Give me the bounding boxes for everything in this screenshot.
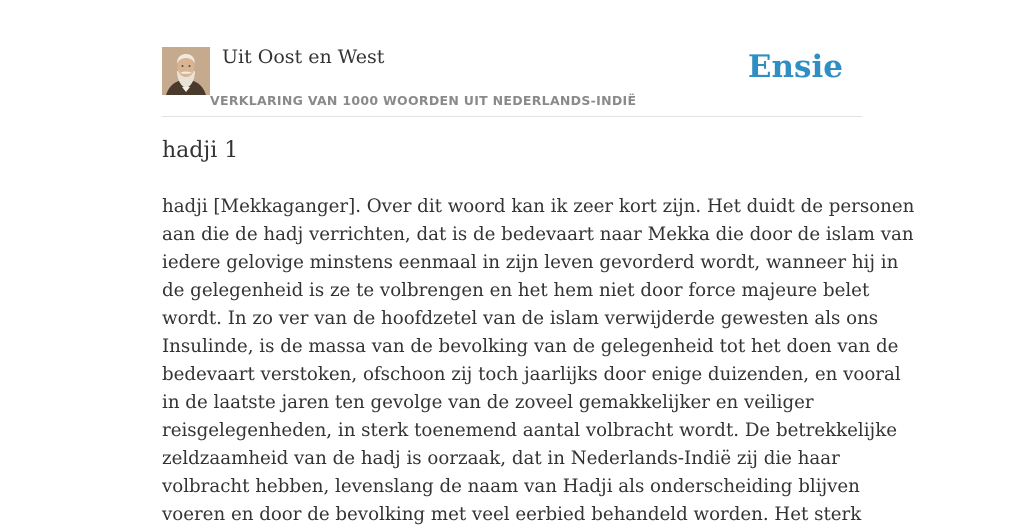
entry-body	[162, 193, 915, 529]
author-portrait-icon[interactable]	[162, 47, 210, 95]
entry-body-line: volbracht hebben, levenslang de naam van Hadji als onderscheiding blijven	[162, 476, 860, 497]
entry-body-line: in de laatste jaren ten gevolge van de zoveel gemakkelijker en veiliger	[162, 392, 814, 413]
entry-title: hadji 1	[162, 138, 239, 163]
author-portrait-svg	[162, 47, 210, 95]
entry-body-line: bedevaart verstoken, ofschoon zij toch jaarlijks door enige duizenden, en vooral	[162, 364, 901, 385]
source-header	[162, 44, 862, 117]
ensie-logo-link[interactable]: Ensie	[747, 49, 843, 85]
entry-body-line: de gelegenheid is ze te volbrengen en het hem niet door force majeure belet	[162, 280, 870, 301]
source-title[interactable]: Uit Oost en West	[222, 46, 385, 68]
entry-body-line: aan die de hadj verrichten, dat is de bedevaart naar Mekka die door de islam van	[162, 224, 914, 245]
entry-body-line: voeren en door de bevolking met veel eerbied behandeld worden. Het sterk	[162, 504, 862, 525]
entry-body-line: zeldzaamheid van de hadj is oorzaak, dat in Nederlands-Indië zij die haar	[162, 448, 840, 469]
entry-body-line: wordt. In zo ver van de hoofdzetel van de islam verwijderde gewesten als ons	[162, 308, 879, 329]
entry-body-line: hadji [Mekkaganger]. Over dit woord kan ik zeer kort zijn. Het duidt de personen	[162, 196, 915, 217]
entry-body-line: Insulinde, is de massa van de bevolking van de gelegenheid tot het doen van de	[162, 336, 899, 357]
entry-body-line: iedere gelovige minstens eenmaal in zijn leven gevorderd wordt, wanneer hij in	[162, 252, 899, 273]
source-subtitle[interactable]: VERKLARING VAN 1000 WOORDEN UIT NEDERLANDS-INDIË	[210, 93, 637, 108]
entry-body-line: reisgelegenheden, in sterk toenemend aantal volbracht wordt. De betrekkelijke	[162, 420, 897, 441]
